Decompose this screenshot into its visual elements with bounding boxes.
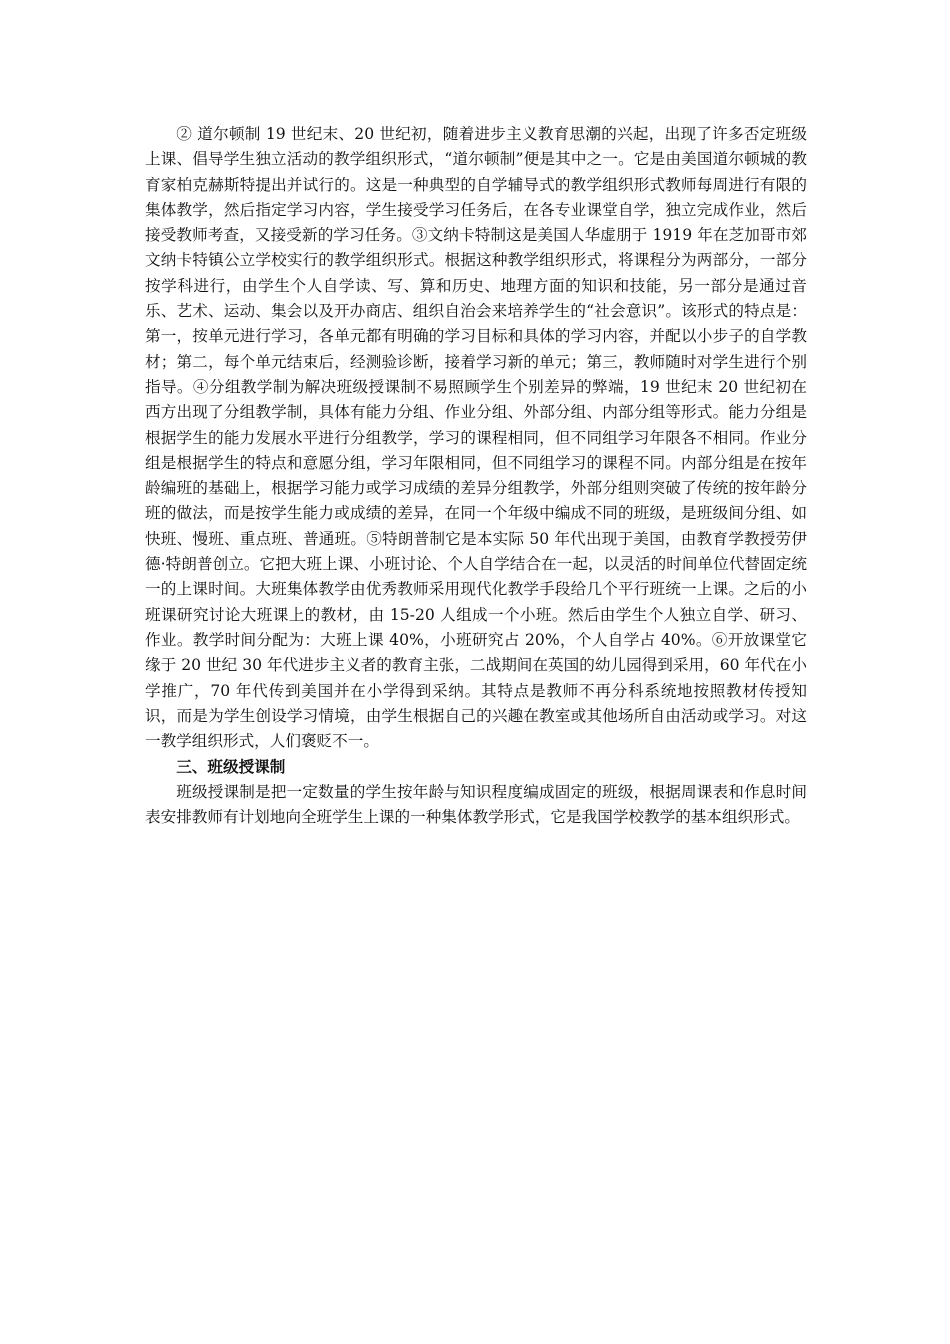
body-paragraph-teaching-forms: ② 道尔顿制 19 世纪末、20 世纪初，随着进步主义教育思潮的兴起，出现了许多否定班级上课、倡导学生独立活动的教学组织形式，“道尔顿制”便是其中之一。它是由美国道尔顿城的教育家柏克赫斯特提出并试行的。这是一种典型的自学辅导式的教学组织形式教师每周进行有限的集体教学，然后指定学习内容，学生接受学习任务后，在各专业课堂自学，独立完成作业，然后接受教师考查，又接受新的学习任务。③文纳卡特制这是美国人华虚朋于 1919 年在芝加哥市郊文纳卡特镇公立学校实行的教学组织形式。根据这种教学组织形式，将课程分为两部分，一部分按学科进行，由学生个人自学读、写、算和历史、地理方面的知识和技能，另一部分是通过音乐、艺术、运动、集会以及开办商店、组织自治会来培养学生的“社会意识”。该形式的特点是：第一，按单元进行学习，各单元都有明确的学习目标和具体的学习内容，并配以小步子的自学教材；第二，每个单元结束后，经测验诊断，接着学习新的单元；第三，教师随时对学生进行个别指导。④分组教学制为解决班级授课制不易照顾学生个别差异的弊端，19 世纪末 20 世纪初在西方出现了分组教学制，具体有能力分组、作业分组、外部分组、内部分组等形式。能力分组是根据学生的能力发展水平进行分组教学，学习的课程相同，但不同组学习年限各不相同。作业分组是根据学生的特点和意愿分组，学习年限相同，但不同组学习的课程不同。内部分组是在按年龄编班的基础上，根据学习能力或学习成绩的差异分组教学，外部分组则突破了传统的按年龄分班的做法，而是按学生能力或成绩的差异，在同一个年级中编成不同的班级，是班级间分组、如快班、慢班、重点班、普通班。⑤特朗普制它是本实际 50 年代出现于美国，由教育学教授劳伊德·特朗普创立。它把大班上课、小班讨论、个人自学结合在一起，以灵活的时间单位代替固定统一的上课时间。大班集体教学由优秀教师采用现代化教学手段给几个平行班统一上课。之后的小班课研究讨论大班课上的教材，由 15-20 人组成一个小班。然后由学生个人独立自学、研习、作业。教学时间分配为：大班上课 40%，小班研究占 20%，个人自学占 40%。⑥开放课堂它缘于 20 世纪 30 年代进步主义者的教育主张，二战期间在英国的幼儿园得到采用，60 年代在小学推广，70 年代传到美国并在小学得到采纳。其特点是教师不再分科系统地按照教材传授知识，而是为学生创设学习情境，由学生根据自己的兴趣在教室或其他场所自由活动或学习。对这一教学组织形式，人们褒贬不一。 [145,125,807,751]
body-paragraph-class-teaching: 班级授课制是把一定数量的学生按年龄与知识程度编成固定的班级，根据周课表和作息时间表安排教师有计划地向全班学生上课的一种集体教学形式，它是我国学校教学的基本组织形式。 [145,782,807,827]
section-heading: 三、班级授课制 [176,757,286,777]
document-body [145,122,807,830]
